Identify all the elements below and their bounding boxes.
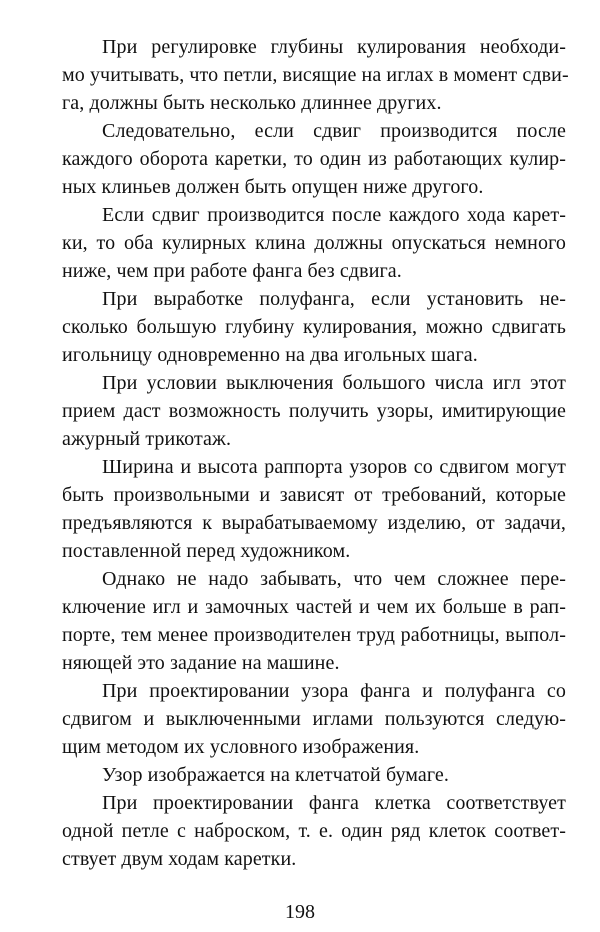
text-line: При выработке полуфанга, если установить не-: [102, 288, 566, 310]
text-line: мо учитывать, что петли, висящие на иглах в момент сдви-: [62, 64, 569, 86]
text-line: одной петле с наброском, т. е. один ряд клеток соответ-: [62, 820, 566, 842]
page-number: 198: [285, 901, 315, 923]
text-line: сколько большую глубину кулирования, можно сдвигать: [62, 316, 566, 338]
paragraph: [62, 117, 566, 201]
paragraph: [62, 369, 566, 453]
text-line: порте, тем менее производителен труд работницы, выпол-: [62, 624, 566, 646]
text-line: ки, то оба кулирных клина должны опускаться немного: [62, 232, 566, 254]
text-line: поставленной перед художником.: [62, 540, 351, 562]
text-line: игольницу одновременно на два игольных шага.: [62, 344, 478, 366]
text-line: Если сдвиг производится после каждого хода карет-: [102, 204, 566, 226]
paragraph: [62, 33, 569, 117]
text-line: ключение игл и замочных частей и чем их больше в рап-: [62, 596, 566, 618]
paragraph: [62, 565, 566, 677]
text-line: При регулировке глубины кулирования необходи-: [102, 36, 566, 58]
text-line: ных клиньев должен быть опущен ниже другого.: [62, 176, 484, 198]
text-line: При проектировании узора фанга и полуфанга со: [102, 680, 566, 702]
paragraph: [62, 201, 566, 285]
text-line: каждого оборота каретки, то один из работающих кулир-: [62, 148, 566, 170]
paragraph: [62, 677, 566, 761]
text-line: Следовательно, если сдвиг производится после: [102, 120, 566, 142]
text-line: щим методом их условного изображения.: [62, 736, 420, 758]
text-line: быть произвольными и зависят от требований, которые: [62, 484, 566, 506]
text-line: предъявляются к вырабатываемому изделию, от задачи,: [62, 512, 566, 534]
text-line: Узор изображается на клетчатой бумаге.: [102, 764, 450, 786]
text-line: га, должны быть несколько длиннее других.: [62, 92, 442, 114]
paragraph: [62, 285, 566, 369]
text-line: прием даст возможность получить узоры, имитирующие: [62, 400, 566, 422]
text-line: няющей это задание на машине.: [62, 652, 340, 674]
body-text: [62, 33, 569, 873]
paragraph: [62, 789, 566, 873]
text-line: ниже, чем при работе фанга без сдвига.: [62, 260, 402, 282]
text-line: ажурный трикотаж.: [62, 428, 232, 450]
text-line: Однако не надо забывать, что чем сложнее пере-: [102, 568, 566, 590]
text-line: При проектировании фанга клетка соответствует: [102, 792, 566, 814]
paragraph: [62, 453, 566, 565]
text-line: ствует двум ходам каретки.: [62, 848, 297, 870]
paragraph: [62, 761, 566, 789]
text-line: Ширина и высота раппорта узоров со сдвигом могут: [102, 456, 566, 478]
text-line: При условии выключения большого числа игл этот: [102, 372, 566, 394]
text-line: сдвигом и выключенными иглами пользуются следую-: [62, 708, 566, 730]
